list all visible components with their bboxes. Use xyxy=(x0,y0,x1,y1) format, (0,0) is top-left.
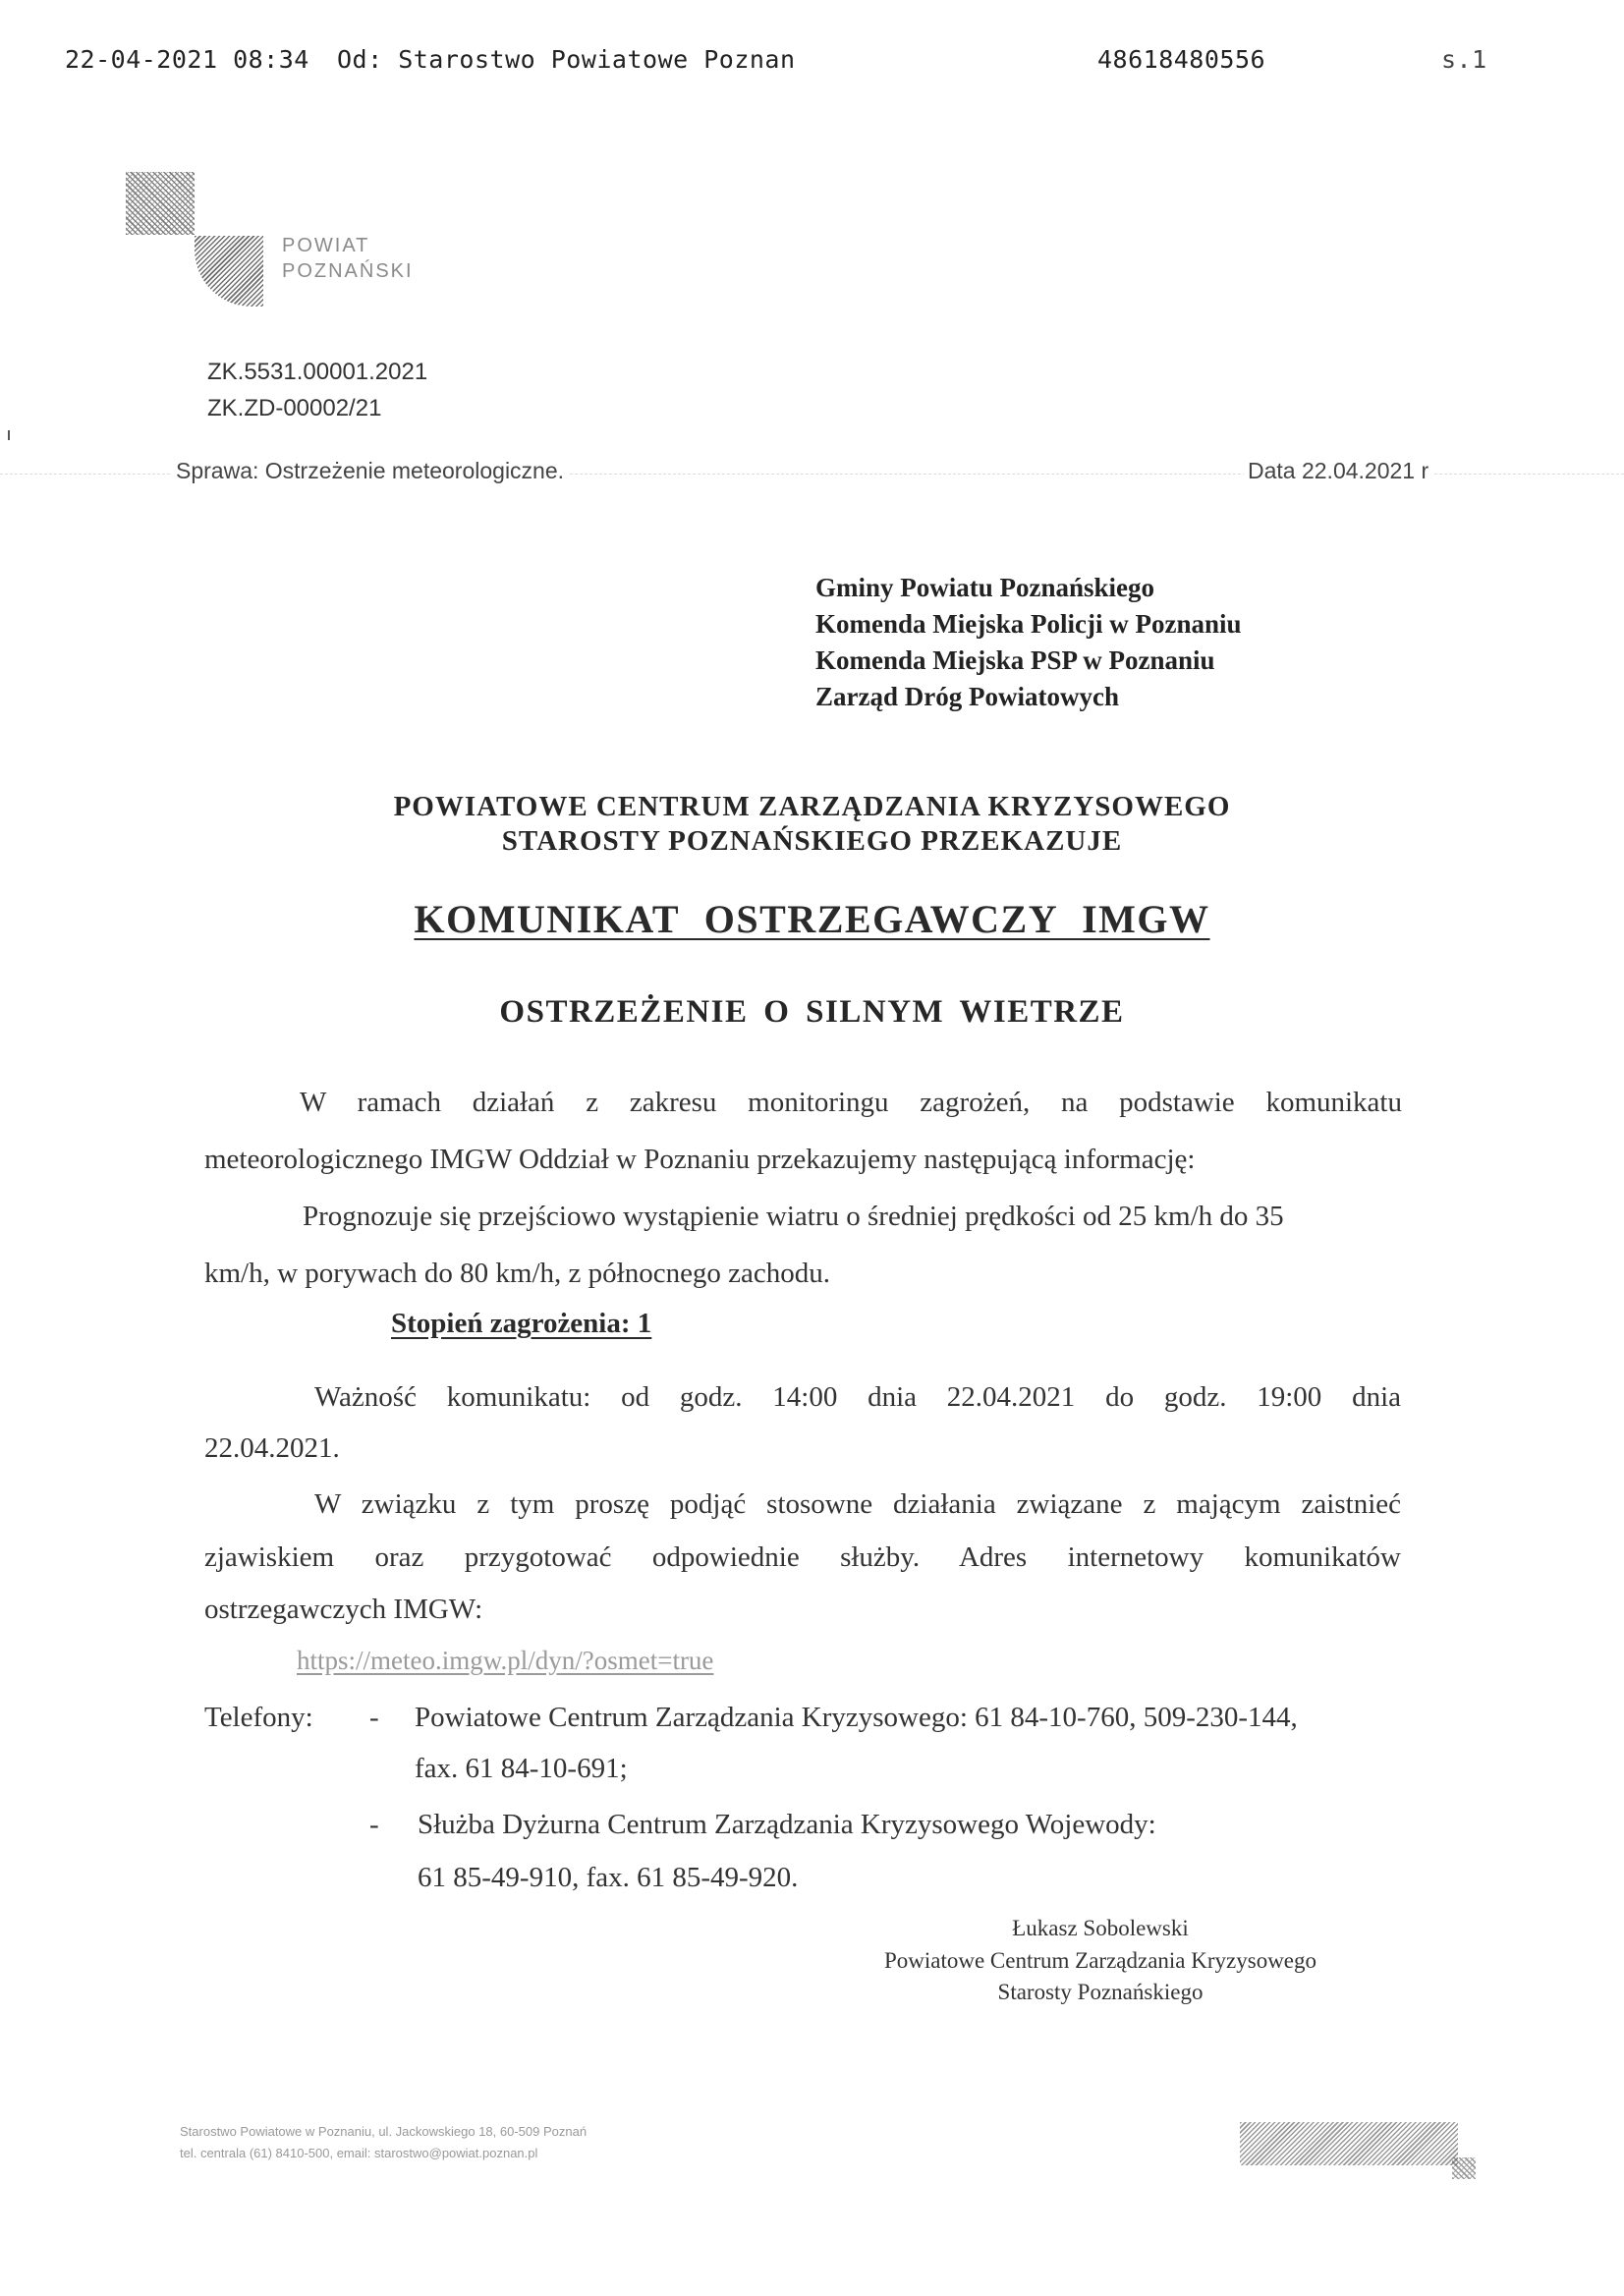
footer-mark xyxy=(1452,2157,1476,2179)
document-date: Data 22.04.2021 r xyxy=(1244,458,1432,484)
margin-mark xyxy=(8,430,10,440)
addressee-2: Komenda Miejska Policji w Poznaniu xyxy=(815,609,1242,639)
paragraph-4-line-3: ostrzegawczych IMGW: xyxy=(204,1594,483,1625)
logo-mark-arc xyxy=(195,236,263,307)
phone-item-2-line-2: 61 85-49-910, fax. 61 85-49-920. xyxy=(418,1862,799,1893)
logo-text-line2: POZNAŃSKI xyxy=(282,260,414,282)
phones-dash-1: - xyxy=(369,1702,379,1733)
phone-item-1-line-2: fax. 61 84-10-691; xyxy=(415,1753,628,1784)
subject-line xyxy=(172,458,568,484)
paragraph-3-line-1: Ważność komunikatu: od godz. 14:00 dnia 22.04.2021 do godz. 19:00 dnia xyxy=(314,1381,1401,1413)
signatory-name: Łukasz Sobolewski xyxy=(1012,1916,1189,1940)
phone-item-2-line-1: Służba Dyżurna Centrum Zarządzania Kryzysowego Wojewody: xyxy=(418,1809,1156,1840)
reference-number-2: ZK.ZD-00002/21 xyxy=(207,395,382,421)
subject-text: Ostrzeżenie meteorologiczne. xyxy=(264,458,565,483)
logo-mark xyxy=(126,172,196,237)
paragraph-1-line-2: meteorologicznego IMGW Oddział w Poznaniu przekazujemy następującą informację: xyxy=(204,1144,1196,1175)
paragraph-2-line-2: km/h, w porywach do 80 km/h, z północnego zachodu. xyxy=(204,1258,831,1289)
subject-label: Sprawa: xyxy=(176,458,259,483)
phone-item-1-line-1: Powiatowe Centrum Zarządzania Kryzysowego: 61 84-10-760, 509-230-144, xyxy=(415,1702,1298,1733)
reference-number-1: ZK.5531.00001.2021 xyxy=(207,359,428,385)
title-wrap xyxy=(0,896,1624,942)
page-title: KOMUNIKAT OSTRZEGAWCZY IMGW xyxy=(414,897,1210,941)
footer-address: Starostwo Powiatowe w Poznaniu, ul. Jackowskiego 18, 60-509 Poznań xyxy=(180,2124,588,2139)
paragraph-1-line-1: W ramach działań z zakresu monitoringu zagrożeń, na podstawie komunikatu xyxy=(300,1087,1402,1118)
signatory-office: Starosty Poznańskiego xyxy=(997,1980,1204,2004)
paragraph-4-line-1: W związku z tym proszę podjąć stosowne działania związane z mającym zaistnieć xyxy=(314,1488,1401,1520)
imgw-warnings-link[interactable]: https://meteo.imgw.pl/dyn/?osmet=true xyxy=(297,1646,714,1675)
addressee-3: Komenda Miejska PSP w Poznaniu xyxy=(815,645,1215,675)
fax-datetime: 22-04-2021 08:34 xyxy=(65,45,309,74)
issuer-heading-line1: POWIATOWE CENTRUM ZARZĄDZANIA KRYZYSOWEGO xyxy=(393,791,1231,822)
footer-contact: tel. centrala (61) 8410-500, email: starostwo@powiat.poznan.pl xyxy=(180,2146,538,2160)
addressee-4: Zarząd Dróg Powiatowych xyxy=(815,682,1119,711)
fax-sender: Od: Starostwo Powiatowe Poznan xyxy=(337,45,796,74)
phones-label: Telefony: xyxy=(204,1702,313,1733)
issuer-heading-line2: STAROSTY POZNAŃSKIEGO PRZEKAZUJE xyxy=(501,825,1123,857)
phones-dash-2: - xyxy=(369,1809,379,1840)
footer-certification-logo xyxy=(1240,2122,1458,2165)
logo-text-line1: POWIAT xyxy=(282,235,370,256)
paragraph-3-line-2: 22.04.2021. xyxy=(204,1432,340,1464)
threat-level: Stopień zagrożenia: 1 xyxy=(391,1308,652,1339)
addressee-1: Gminy Powiatu Poznańskiego xyxy=(815,573,1155,602)
paragraph-4-line-2: zjawiskiem oraz przygotować odpowiednie służby. Adres internetowy komunikatów xyxy=(204,1541,1401,1573)
paragraph-2-line-1: Prognozuje się przejściowo wystąpienie wiatru o średniej prędkości od 25 km/h do 35 xyxy=(303,1201,1284,1232)
signatory-unit: Powiatowe Centrum Zarządzania Kryzysowego xyxy=(883,1948,1317,1973)
fax-number: 48618480556 xyxy=(1097,45,1266,74)
warning-subtitle: OSTRZEŻENIE O SILNYM WIETRZE xyxy=(499,994,1125,1030)
fax-page: s.1 xyxy=(1441,45,1487,74)
